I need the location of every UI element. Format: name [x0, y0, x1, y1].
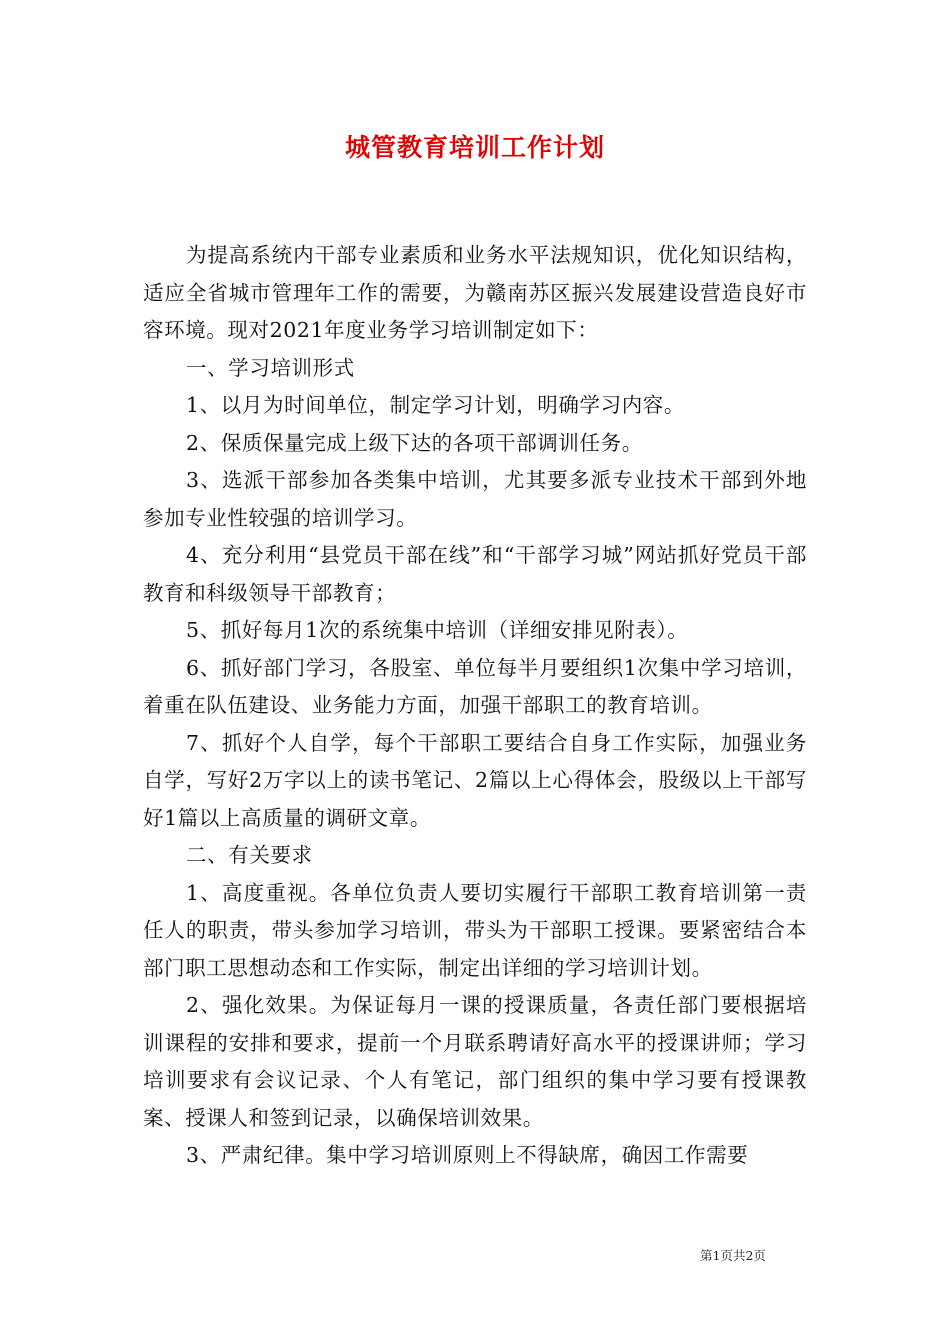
intro-paragraph: 为提高系统内干部专业素质和业务水平法规知识，优化知识结构，适应全省城市管理年工作的需要，为赣南苏区振兴发展建设营造良好市容环境。现对2021年度业务学习培训制定如下： [143, 243, 807, 342]
document-title: 城管教育培训工作计划 [344, 133, 605, 162]
list-item: 4、充分利用“县党员干部在线”和“干部学习城”网站抓好党员干部教育和科级领导干部教育； [143, 543, 807, 605]
list-item: 1、高度重视。各单位负责人要切实履行干部职工教育培训第一责任人的职责，带头参加学习培训，带头为干部职工授课。要紧密结合本部门职工思想动态和工作实际，制定出详细的学习培训计划。 [143, 880, 807, 980]
list-item: 5、抓好每月1次的系统集中培训（详细安排见附表）。 [186, 618, 689, 642]
section-heading-1: 一、学习培训形式 [186, 355, 355, 380]
list-item: 3、严肃纪律。集中学习培训原则上不得缺席，确因工作需要 [186, 1143, 749, 1167]
list-item: 2、保质保量完成上级下达的各项干部调训任务。 [186, 430, 643, 455]
list-item: 2、强化效果。为保证每月一课的授课质量，各责任部门要根据培训课程的安排和要求，提前一个月联系聘请好高水平的授课讲师；学习培训要求有会议记录、个人有笔记，部门组织的集中学习要有授课教案、授课人和签到记录，以确保培训效果。 [143, 993, 807, 1130]
list-item: 6、抓好部门学习，各股室、单位每半月要组织1次集中学习培训，着重在队伍建设、业务能力方面，加强干部职工的教育培训。 [143, 655, 807, 717]
document-body [143, 237, 807, 1175]
list-item: 1、以月为时间单位，制定学习计划，明确学习内容。 [186, 393, 685, 417]
section-heading-2: 二、有关要求 [186, 843, 313, 867]
list-item: 3、选派干部参加各类集中培训，尤其要多派专业技术干部到外地参加专业性较强的培训学习。 [143, 468, 807, 530]
list-item: 7、抓好个人自学，每个干部职工要结合自身工作实际，加强业务自学，写好2万字以上的读书笔记、2篇以上心得体会，股级以上干部写好1篇以上高质量的调研文章。 [143, 730, 807, 830]
page-number: 第1页共2页 [700, 1248, 766, 1263]
